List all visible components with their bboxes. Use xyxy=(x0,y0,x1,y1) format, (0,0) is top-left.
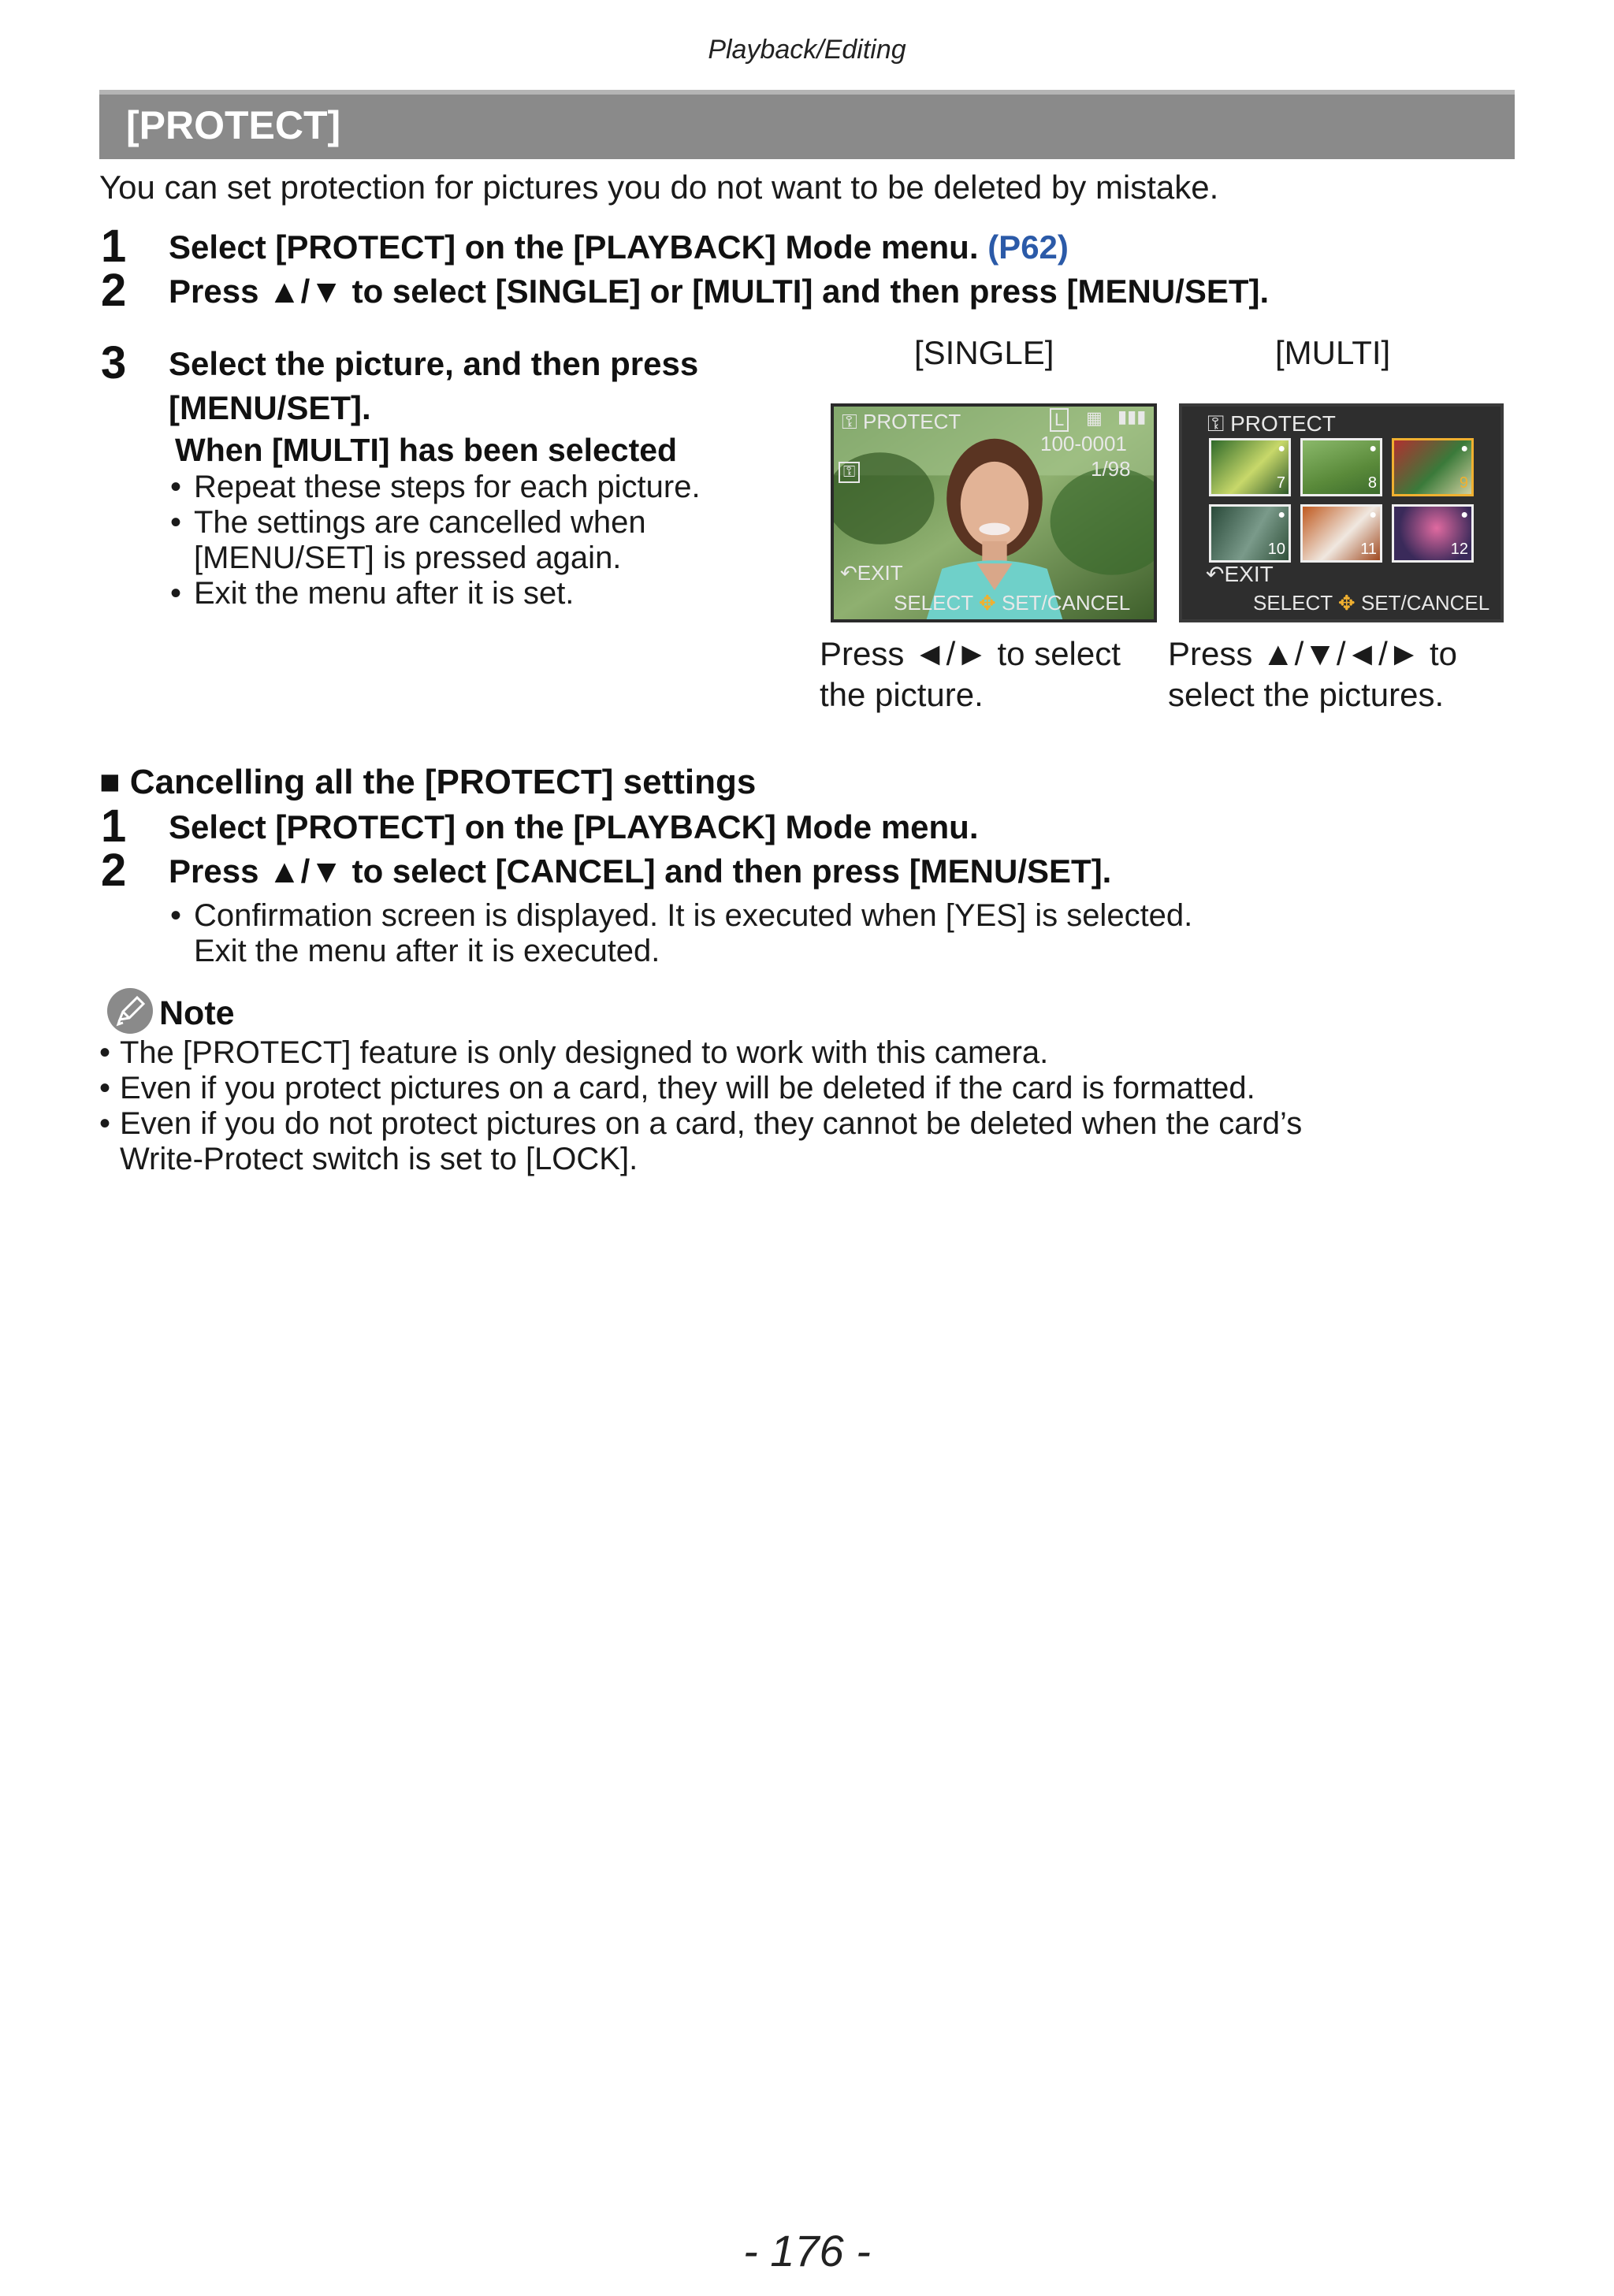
step-2-text: Press ▲/▼ to select [SINGLE] or [MULTI] and then press [MENU/SET]. xyxy=(169,273,1270,310)
single-caption: Press ◄/► to select the picture. xyxy=(820,635,1121,713)
step-3-text-line1: Select the picture, and then press xyxy=(169,345,699,382)
return-icon: ↶ xyxy=(840,561,857,585)
file-number: 100-0001 xyxy=(1040,432,1127,455)
thumbnail-11[interactable]: ● 11 xyxy=(1300,504,1382,563)
multi-selected-heading: When [MULTI] has been selected xyxy=(175,432,678,468)
battery-icon: ▮▮▮ xyxy=(1118,407,1147,426)
key-icon: ⚿︎ xyxy=(1207,411,1225,436)
multi-screen-label: [MULTI] xyxy=(1275,334,1391,371)
bullet-dot: • xyxy=(99,1106,111,1141)
section-title-bar xyxy=(99,90,1515,159)
protect-key-icon: ⚿︎ xyxy=(839,462,860,483)
section-title: [PROTECT] xyxy=(126,103,341,147)
camera-icon: ● xyxy=(1277,442,1285,455)
single-protect-screen xyxy=(831,403,1157,622)
multi-caption: Press ▲/▼/◄/► to select the pictures. xyxy=(1168,635,1458,713)
grid-icon: ▦ xyxy=(1086,408,1103,428)
thumbnail-7[interactable]: ● 7 xyxy=(1209,438,1291,496)
return-icon: ↶ xyxy=(1206,562,1225,586)
multi-bullet-1: • Repeat these steps for each picture. xyxy=(170,470,701,504)
multi-exit: ↶EXIT xyxy=(1206,562,1274,586)
thumbnail-12[interactable]: ● 12 xyxy=(1392,504,1474,563)
note-item-1: • The [PROTECT] feature is only designed to work with this camera. xyxy=(99,1035,1049,1070)
single-footer: SELECT ✥ SET/CANCEL xyxy=(894,591,1131,615)
step-1-text xyxy=(169,225,1069,269)
step-3-text-line2: [MENU/SET]. xyxy=(169,389,371,426)
thumbnail-9[interactable]: ● 9 xyxy=(1392,438,1474,496)
step-1-label: Select [PROTECT] on the [PLAYBACK] Mode menu. xyxy=(169,228,979,266)
cancel-step-2-number: 2 xyxy=(101,845,127,896)
bullet-dot: • xyxy=(170,505,182,540)
note-item-3: • Even if you do not protect pictures on a card, they cannot be deleted when the card’s Write-Protect switch is set to [LOCK]. xyxy=(99,1106,1303,1176)
step-3-number: 3 xyxy=(101,337,127,388)
running-header: Playback/Editing xyxy=(708,35,906,65)
intro-text: You can set protection for pictures you do not want to be deleted by mistake. xyxy=(99,169,1219,206)
bullet-dot: • xyxy=(99,1071,111,1105)
single-exit: ↶EXIT xyxy=(840,561,903,585)
dpad-icon: ✥ xyxy=(1337,591,1356,615)
single-menu-title: ⚿︎ PROTECT xyxy=(842,410,961,433)
camera-icon: ● xyxy=(1369,442,1377,455)
multi-bullet-3: • Exit the menu after it is set. xyxy=(170,576,575,611)
bullet-dot: • xyxy=(170,898,182,933)
picture-size-badge: L xyxy=(1050,408,1069,432)
cancel-step-1-number: 1 xyxy=(101,801,127,852)
bullet-dot: • xyxy=(170,576,182,611)
page-number: - 176 - xyxy=(743,2226,871,2276)
camera-icon: ● xyxy=(1277,508,1285,522)
bullet-dot: • xyxy=(170,470,182,504)
note-title: Note xyxy=(159,994,235,1032)
camera-icon: ● xyxy=(1460,442,1468,455)
cancel-step-2-text: Press ▲/▼ to select [CANCEL] and then press [MENU/SET]. xyxy=(169,853,1112,890)
single-screen-label: [SINGLE] xyxy=(914,334,1054,371)
multi-footer: SELECT ✥ SET/CANCEL xyxy=(1253,591,1490,615)
picture-count: 1/98 xyxy=(1091,457,1131,481)
page-link-p62[interactable]: (P62) xyxy=(987,228,1069,266)
bullet-dot: • xyxy=(99,1035,111,1070)
cancel-step-1-text: Select [PROTECT] on the [PLAYBACK] Mode menu. xyxy=(169,808,979,845)
note-pencil-icon xyxy=(107,988,153,1034)
cancelling-heading: ■ Cancelling all the [PROTECT] settings xyxy=(99,763,757,801)
step-2-number: 2 xyxy=(101,265,127,316)
cancel-bullet: • Confirmation screen is displayed. It is executed when [YES] is selected. Exit the menu after it is executed. xyxy=(170,898,1193,968)
camera-icon: ● xyxy=(1460,508,1468,522)
key-icon: ⚿︎ xyxy=(842,410,857,433)
camera-icon: ● xyxy=(1369,508,1377,522)
dpad-icon: ✥ xyxy=(978,591,996,615)
note-item-2: • Even if you protect pictures on a card, they will be deleted if the card is formatted. xyxy=(99,1071,1255,1105)
multi-protect-screen xyxy=(1179,403,1504,622)
thumbnail-8[interactable]: ● 8 xyxy=(1300,438,1382,496)
multi-bullet-2: • The settings are cancelled when [MENU/SET] is pressed again. xyxy=(170,505,646,575)
multi-menu-title: ⚿︎ PROTECT xyxy=(1207,411,1336,436)
thumbnail-10[interactable]: ● 10 xyxy=(1209,504,1291,563)
step-1-number: 1 xyxy=(101,221,127,272)
